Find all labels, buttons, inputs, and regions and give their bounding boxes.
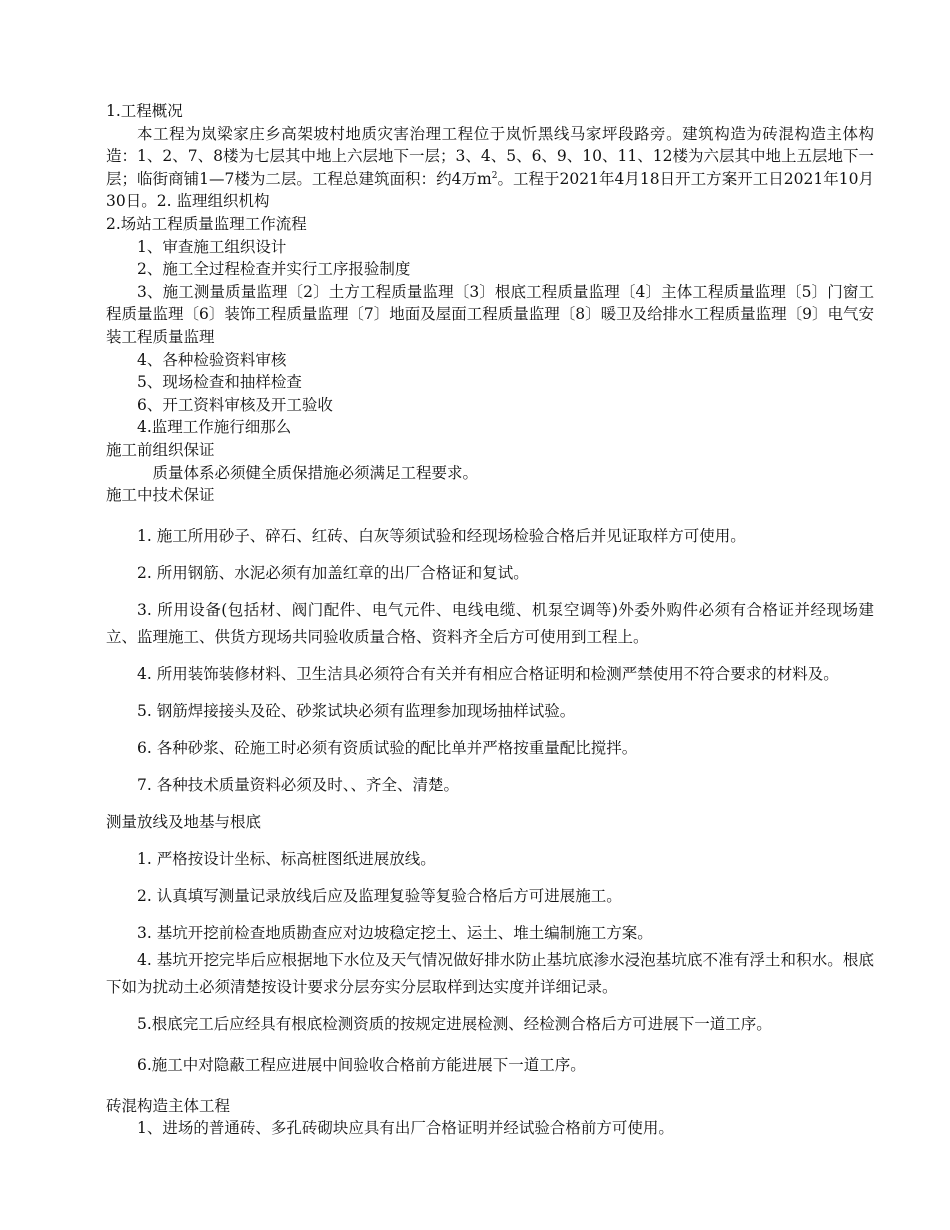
flow-item: 5、现场检查和抽样检查	[137, 373, 302, 392]
masonry-item: 1、进场的普通砖、多孔砖砌块应具有出厂合格证明并经试验合格前方可使用。	[137, 1119, 674, 1138]
tech-item: 5. 钢筋焊接接头及砼、砂浆试块必须有监理参加现场抽样试验。	[137, 701, 576, 720]
overview-text-b: 。工程于2021年4月18日开工方案开工日2021年10月30日。2. 监理组织机构	[106, 169, 874, 211]
survey-item: 2. 认真填写测量记录放线后应及监理复验等复验合格后方可进展施工。	[137, 886, 622, 905]
overview-text-a: 本工程为岚梁家庄乡高架坡村地质灾害治理工程位于岚忻黑线马家坪段路旁。建筑构造为砖混构造主体构造：1、2、7、8楼为七层其中地上六层地下一层；3、4、5、6、9、10、11、12楼为六层其中地上五层地下一层；临街商铺1—7楼为二层。工程总建筑面积：约4万m	[106, 124, 874, 188]
flow-item: 3、施工测量质量监理〔2〕土方工程质量监理〔3〕根底工程质量监理〔4〕主体工程质量监理〔5〕门窗工程质量监理〔6〕装饰工程质量监理〔7〕地面及屋面工程质量监理〔8〕暖卫及给排水工程质量监理〔9〕电气安装工程质量监理	[106, 282, 874, 346]
tech-item: 1. 施工所用砂子、碎石、红砖、白灰等须试验和经现场检验合格后并见证取样方可使用。	[137, 526, 746, 545]
survey-item: 1. 严格按设计坐标、标高桩图纸进展放线。	[137, 849, 436, 868]
survey-item: 4. 基坑开挖完毕后应根据地下水位及天气情况做好排水防止基坑底渗水浸泡基坑底不准有浮土和积水。根底下如为扰动土必须清楚按设计要求分层夯实分层取样到达实度并详细记录。	[106, 950, 874, 996]
flow-heading: 2.场站工程质量监理工作流程	[106, 214, 307, 233]
tech-item: 2. 所用钢筋、水泥必须有加盖红章的出厂合格证和复试。	[137, 563, 529, 582]
overview-heading: 1.工程概况	[106, 102, 183, 120]
tech-item: 7. 各种技术质量资料必须及时、、齐全、清楚。	[137, 775, 459, 794]
flow-item: 1、审查施工组织设计	[137, 237, 287, 256]
tech-item: 6. 各种砂浆、砼施工时必须有资质试验的配比单并严格按重量配比搅拌。	[137, 738, 638, 757]
flow-item: 4.监理工作施行细那么	[137, 418, 292, 437]
tech-heading: 施工中技术保证	[106, 486, 215, 505]
flow-item: 4、各种检验资料审核	[137, 350, 287, 369]
pre-construction-heading: 施工前组织保证	[106, 440, 215, 459]
flow-item: 2、施工全过程检查并实行工序报验制度	[137, 260, 411, 279]
survey-item: 5.根底完工后应经具有根底检测资质的按规定进展检测、经检测合格后方可进展下一道工序。	[137, 1014, 772, 1033]
flow-item: 6、开工资料审核及开工验收	[137, 395, 333, 414]
document-page	[106, 100, 874, 1140]
survey-heading: 测量放线及地基与根底	[106, 812, 262, 831]
pre-construction-text: 质量体系必须健全质保措施必须满足工程要求。	[152, 463, 479, 482]
overview-paragraph	[106, 123, 874, 213]
survey-item: 3. 基坑开挖前检查地质勘查应对边坡稳定挖土、运土、堆土编制施工方案。	[137, 923, 653, 942]
tech-item: 4. 所用装饰装修材料、卫生洁具必须符合有关并有相应合格证明和检测严禁使用不符合要求的材料及。	[137, 664, 839, 683]
survey-item: 6.施工中对隐蔽工程应进展中间验收合格前方能进展下一道工序。	[137, 1055, 586, 1074]
superscript-2: 2	[491, 170, 498, 181]
masonry-heading: 砖混构造主体工程	[106, 1096, 231, 1115]
tech-item: 3. 所用设备(包括材、阀门配件、电气元件、电线电缆、机泵空调等)外委外购件必须有合格证并经现场建立、监理施工、供货方现场共同验收质量合格、资料齐全后方可使用到工程上。	[106, 600, 874, 646]
